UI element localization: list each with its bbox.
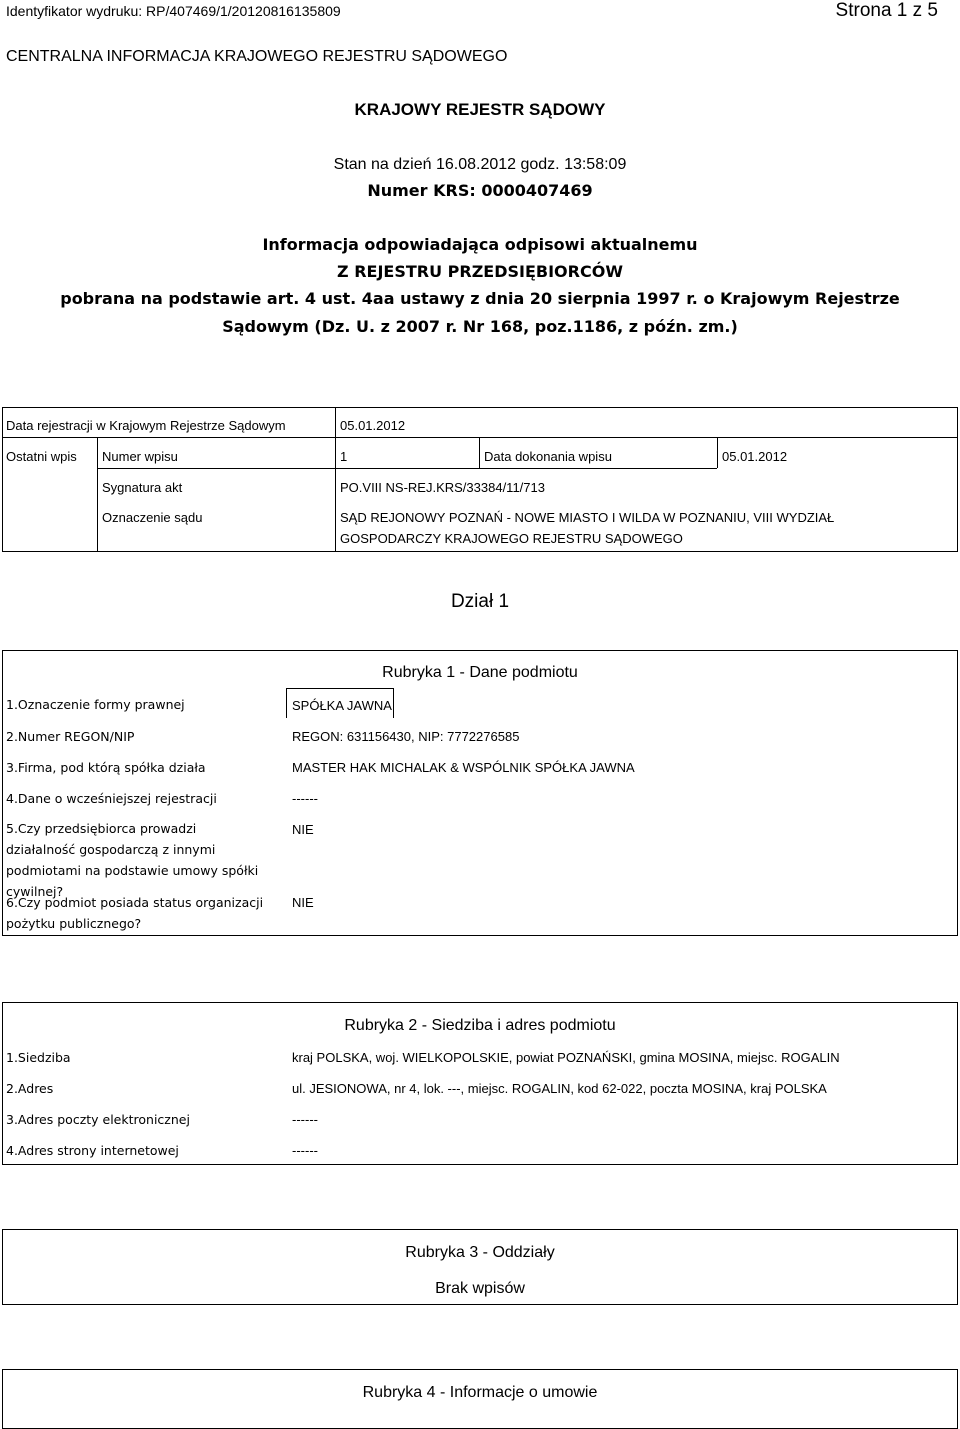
organization-name: CENTRALNA INFORMACJA KRAJOWEGO REJESTRU SĄDOWEGO bbox=[6, 48, 508, 65]
page-number: Strona 1 z 5 bbox=[835, 0, 938, 21]
registration-date-value: 05.01.2012 bbox=[340, 418, 406, 433]
divider bbox=[335, 437, 336, 552]
case-signature-value: PO.VIII NS-REJ.KRS/33384/11/713 bbox=[340, 480, 545, 495]
divider bbox=[717, 437, 718, 468]
r2-seat-value: kraj POLSKA, woj. WIELKOPOLSKIE, powiat POZNAŃSKI, gmina MOSINA, miejsc. ROGALIN bbox=[292, 1050, 840, 1065]
info-line-3: pobrana na podstawie art. 4 ust. 4aa ustawy z dnia 20 sierpnia 1997 r. o Krajowym Rejestrze bbox=[60, 289, 900, 308]
entry-date-value: 05.01.2012 bbox=[722, 449, 788, 464]
rubryka-2-title: Rubryka 2 - Siedziba i adres podmiotu bbox=[344, 1017, 616, 1034]
r1-civil-partnership-value: NIE bbox=[292, 822, 314, 837]
r1-legal-form-label: 1.Oznaczenie formy prawnej bbox=[6, 697, 185, 712]
registry-title: KRAJOWY REJESTR SĄDOWY bbox=[354, 100, 606, 119]
rubryka-3-empty: Brak wpisów bbox=[435, 1280, 525, 1297]
r2-website-value: ------ bbox=[292, 1143, 318, 1158]
info-line-2: Z REJESTRU PRZEDSIĘBIORCÓW bbox=[337, 262, 623, 281]
divider bbox=[97, 437, 98, 552]
divider bbox=[2, 437, 958, 438]
divider bbox=[479, 437, 480, 468]
r2-email-label: 3.Adres poczty elektronicznej bbox=[6, 1112, 190, 1127]
court-label: Oznaczenie sądu bbox=[102, 510, 203, 525]
section-title: Dział 1 bbox=[450, 591, 510, 612]
info-line-1: Informacja odpowiadająca odpisowi aktualnemu bbox=[262, 235, 698, 254]
r2-address-value: ul. JESIONOWA, nr 4, lok. ---, miejsc. ROGALIN, kod 62-022, poczta MOSINA, kraj POLSKA bbox=[292, 1081, 827, 1096]
entry-number-label: Numer wpisu bbox=[102, 449, 178, 464]
entry-number-value: 1 bbox=[340, 449, 348, 464]
case-signature-label: Sygnatura akt bbox=[102, 480, 183, 495]
r1-company-name-label: 3.Firma, pod którą spółka działa bbox=[6, 760, 206, 775]
divider bbox=[335, 407, 336, 437]
rubryka-3-title: Rubryka 3 - Oddziały bbox=[405, 1244, 555, 1261]
print-identifier: Identyfikator wydruku: RP/407469/1/20120816135809 bbox=[6, 3, 341, 19]
r2-address-label: 2.Adres bbox=[6, 1081, 54, 1096]
r1-company-name-value: MASTER HAK MICHALAK & WSPÓLNIK SPÓŁKA JAWNA bbox=[292, 760, 635, 775]
court-value-line2: GOSPODARCZY KRAJOWEGO REJESTRU SĄDOWEGO bbox=[340, 531, 683, 546]
rubryka-1-title: Rubryka 1 - Dane podmiotu bbox=[382, 664, 578, 681]
krs-number: Numer KRS: 0000407469 bbox=[367, 181, 593, 200]
r1-public-benefit-label: 6.Czy podmiot posiada status organizacji pożytku publicznego? bbox=[6, 895, 264, 931]
divider bbox=[97, 468, 717, 469]
r1-regon-nip-label: 2.Numer REGON/NIP bbox=[6, 729, 135, 744]
info-line-4: Sądowym (Dz. U. z 2007 r. Nr 168, poz.1186, z późn. zm.) bbox=[222, 317, 738, 336]
registration-date-label: Data rejestracji w Krajowym Rejestrze Sądowym bbox=[6, 418, 286, 433]
rubryka-4-title: Rubryka 4 - Informacje o umowie bbox=[362, 1384, 598, 1401]
r1-public-benefit-value: NIE bbox=[292, 895, 314, 910]
entry-date-label: Data dokonania wpisu bbox=[484, 449, 612, 464]
r1-regon-nip-value: REGON: 631156430, NIP: 7772276585 bbox=[292, 729, 520, 744]
r2-email-value: ------ bbox=[292, 1112, 318, 1127]
r2-seat-label: 1.Siedziba bbox=[6, 1050, 71, 1065]
court-value-line1: SĄD REJONOWY POZNAŃ - NOWE MIASTO I WILDA W POZNANIU, VIII WYDZIAŁ bbox=[340, 510, 835, 525]
r1-legal-form-value: SPÓŁKA JAWNA bbox=[292, 698, 392, 713]
status-date: Stan na dzień 16.08.2012 godz. 13:58:09 bbox=[333, 156, 627, 173]
r1-prior-registration-label: 4.Dane o wcześniejszej rejestracji bbox=[6, 791, 217, 806]
r1-civil-partnership-label: 5.Czy przedsiębiorca prowadzi działalność gospodarczą z innymi podmiotami na podstawie umowy spółki cywilnej? bbox=[6, 821, 259, 899]
r1-prior-registration-value: ------ bbox=[292, 791, 318, 806]
r2-website-label: 4.Adres strony internetowej bbox=[6, 1143, 179, 1158]
last-entry-label: Ostatni wpis bbox=[6, 449, 77, 464]
